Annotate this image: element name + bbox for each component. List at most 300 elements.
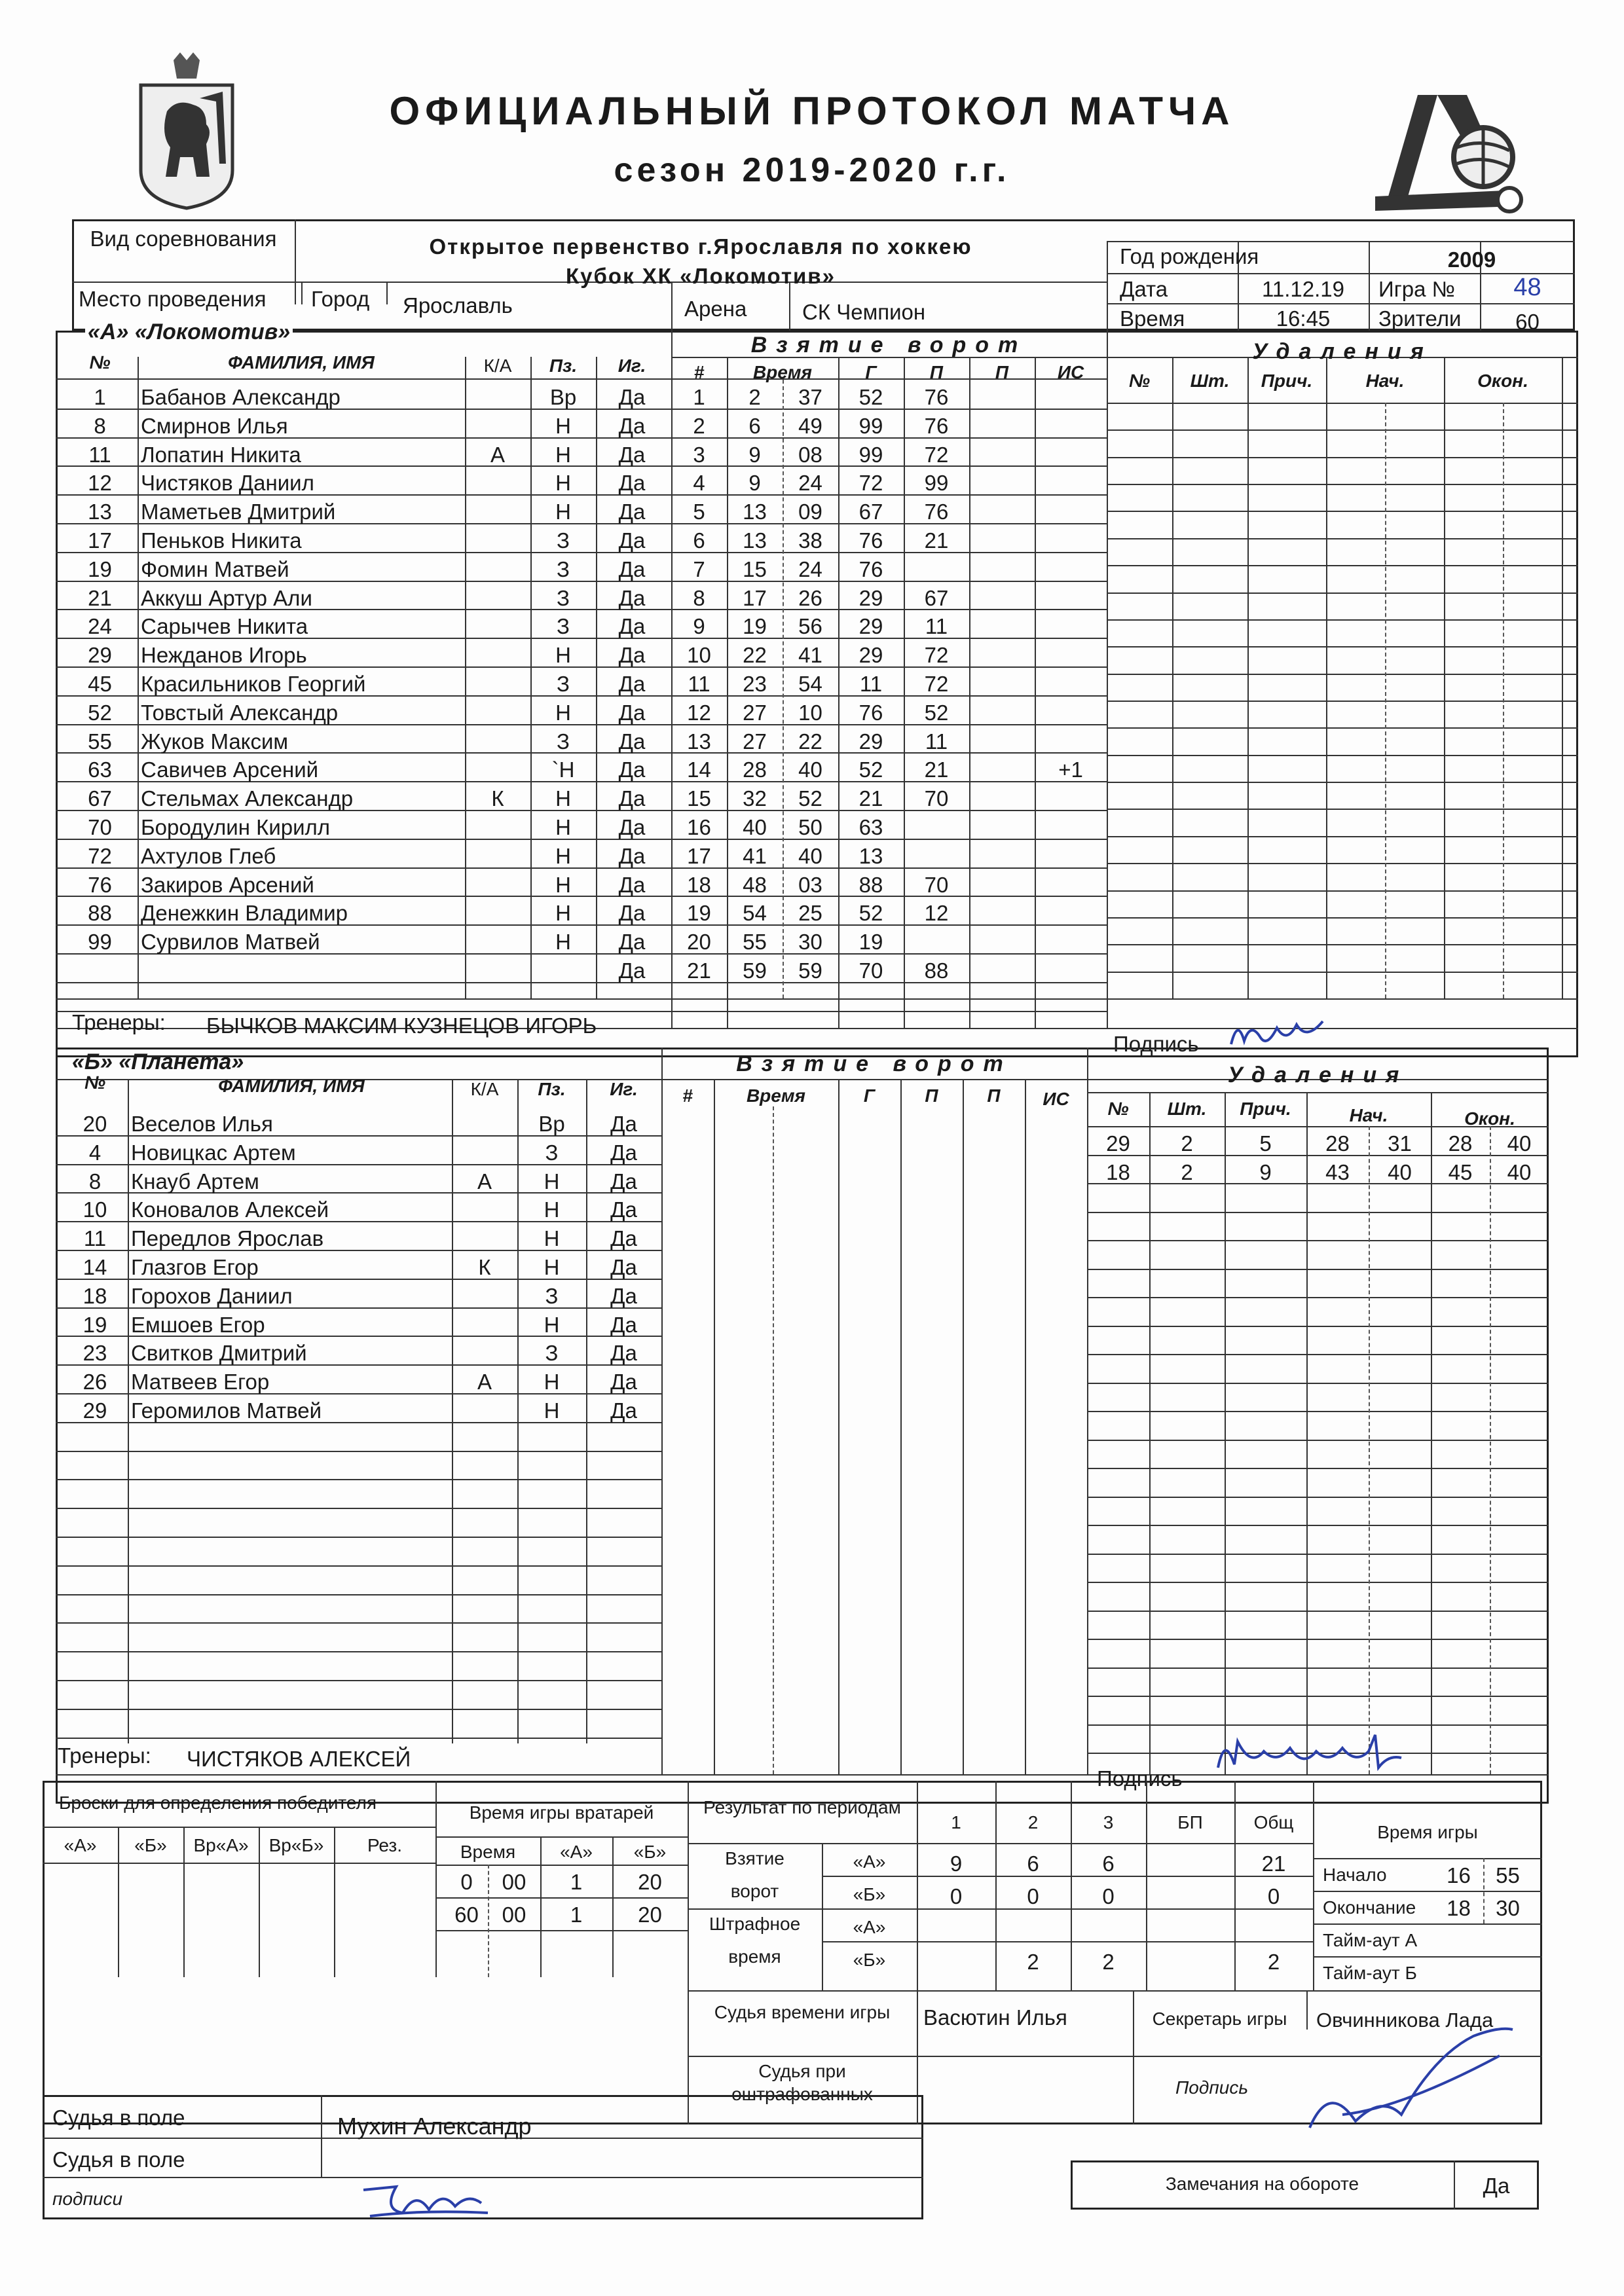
penalty-b-end-sec: 40 (1507, 1159, 1532, 1184)
spectators-value: 60 (1515, 310, 1540, 334)
player-b-position: Н (544, 1226, 560, 1251)
player-b-position: Н (544, 1169, 560, 1194)
competition-cup: Кубок ХК «Локомотив» (566, 264, 836, 288)
goal-a-assist1: 99 (924, 471, 949, 496)
player-b-position: Н (544, 1312, 560, 1337)
col-plays-b: Иг. (610, 1079, 638, 1099)
shootout-col-2: Вр«А» (193, 1835, 249, 1855)
period-pim-b-4: 2 (1267, 1950, 1280, 1974)
goal-a-assist1: 72 (924, 672, 949, 696)
col-goal-p2-b: П (987, 1085, 1001, 1106)
player-b-number: 10 (83, 1197, 107, 1222)
goal-a-second: 10 (798, 700, 822, 725)
goal-a-assist1: 11 (925, 729, 948, 754)
col-pen-no-b: № (1107, 1099, 1129, 1119)
player-a-played: Да (618, 901, 646, 926)
goal-a-minute: 17 (743, 585, 767, 610)
goal-a-minute: 6 (748, 413, 761, 438)
goal-a-minute: 9 (748, 442, 761, 467)
player-a-played: Да (618, 700, 646, 725)
place-label: Место проведения (79, 287, 267, 311)
player-a-name: Пеньков Никита (141, 528, 302, 553)
player-b-position: Н (544, 1197, 560, 1222)
penalty-b-minutes: 2 (1181, 1159, 1193, 1184)
player-b-played: Да (610, 1283, 637, 1308)
goal-a-number: 21 (687, 958, 711, 983)
player-a-number: 19 (88, 556, 112, 581)
goal-a-assist1: 76 (924, 500, 949, 524)
player-a-played: Да (618, 614, 646, 639)
col-pen-no-a: № (1128, 371, 1151, 391)
col-goal-p1-a: П (929, 362, 944, 382)
player-a-number: 72 (88, 843, 112, 868)
player-a-name: Савичев Арсений (141, 757, 319, 782)
goals-team-b-label: «Б» (853, 1884, 886, 1904)
start-label: Начало (1323, 1865, 1387, 1885)
player-b-number: 26 (83, 1370, 107, 1394)
pim-team-a-label: «А» (853, 1917, 886, 1937)
team-a-title: «А» «Локомотив» (85, 321, 293, 343)
goals-title-a: Взятие ворот (750, 333, 1027, 357)
player-a-number: 52 (88, 700, 112, 725)
period-goals-a-1: 6 (1027, 1851, 1039, 1876)
player-a-number: 17 (88, 528, 112, 553)
goal-a-second: 09 (798, 500, 822, 524)
player-a-name: Смирнов Илья (141, 413, 288, 438)
shootout-col-4: Рез. (367, 1835, 403, 1855)
goal-a-number: 16 (687, 815, 711, 839)
goal-a-minute: 13 (743, 528, 767, 553)
player-a-played: Да (618, 757, 646, 782)
team-a-coaches: БЫЧКОВ МАКСИМ КУЗНЕЦОВ ИГОРЬ (206, 1013, 597, 1038)
goalie-col-time: Время (460, 1842, 516, 1862)
timeout-a-label: Тайм-аут А (1323, 1930, 1418, 1950)
goal-a-scorer: 63 (858, 815, 883, 839)
goal-a-number: 9 (693, 614, 705, 639)
shootout-col-0: «А» (64, 1835, 97, 1855)
goal-a-number: 11 (688, 672, 710, 696)
goal-a-assist1: 21 (924, 528, 949, 553)
player-a-name: Аккуш Артур Али (141, 585, 312, 610)
birth-year-value: 2009 (1447, 247, 1496, 272)
player-a-number: 13 (88, 500, 112, 524)
period-goals-a-0: 9 (950, 1851, 963, 1876)
goal-a-minute: 55 (743, 930, 767, 955)
player-a-number: 45 (88, 672, 112, 696)
secretary-signature (1303, 2016, 1519, 2134)
player-b-name: Глазгов Егор (131, 1255, 259, 1279)
goal-a-scorer: 13 (858, 843, 883, 868)
goal-a-scorer: 29 (858, 585, 883, 610)
player-a-position: З (557, 672, 570, 696)
goal-a-scorer: 29 (858, 643, 883, 668)
player-a-played: Да (618, 413, 646, 438)
col-pen-start-a: Нач. (1365, 371, 1405, 391)
period-pim-b-2: 2 (1102, 1950, 1115, 1974)
birth-year-label: Год рождения (1120, 244, 1259, 268)
player-b-played: Да (610, 1226, 637, 1251)
goal-a-minute: 54 (743, 901, 767, 926)
player-a-played: Да (618, 556, 646, 581)
city-label: Город (311, 287, 370, 311)
shootout-title: Броски для определения победителя (59, 1793, 377, 1813)
penalty-b-start-sec: 31 (1388, 1131, 1412, 1156)
penalty-b-start-min: 28 (1325, 1131, 1350, 1156)
goal-a-scorer: 52 (858, 385, 883, 409)
player-a-name: Чистяков Даниил (141, 471, 314, 496)
goal-a-second: 41 (798, 643, 822, 668)
goal-a-second: 24 (798, 556, 822, 581)
period-pim-b-1: 2 (1027, 1950, 1039, 1974)
goal-a-assist1: 21 (924, 757, 949, 782)
goal-a-minute: 40 (743, 815, 767, 839)
goal-a-minute: 9 (748, 471, 761, 496)
goal-a-number: 4 (693, 471, 705, 496)
col-pen-reason-b: Прич. (1240, 1099, 1291, 1119)
player-b-played: Да (610, 1370, 637, 1394)
goal-a-assist1: 11 (925, 614, 948, 639)
goal-a-assist1: 76 (924, 413, 949, 438)
period-goals-b-2: 0 (1102, 1884, 1115, 1908)
goal-a-minute: 32 (743, 786, 767, 811)
player-b-captain-mark: К (478, 1255, 491, 1279)
player-b-name: Коновалов Алексей (131, 1197, 329, 1222)
team-b-coaches-label: Тренеры: (58, 1743, 151, 1768)
goal-a-second: 56 (798, 614, 822, 639)
goal-a-scorer: 76 (858, 528, 883, 553)
goalie-row1-b: 20 (638, 1870, 662, 1894)
player-a-number: 21 (88, 585, 112, 610)
player-a-position: З (557, 729, 570, 754)
arena-label: Арена (684, 297, 747, 321)
player-b-position: З (545, 1341, 559, 1366)
player-a-name: Лопатин Никита (141, 442, 301, 467)
player-b-number: 23 (83, 1341, 107, 1366)
start-minute: 55 (1496, 1863, 1520, 1887)
goalie-row2-min: 60 (454, 1903, 479, 1927)
penalty-b-start-min: 43 (1325, 1159, 1350, 1184)
player-a-captain-mark: К (491, 786, 504, 811)
goalie-row1-sec: 00 (502, 1870, 526, 1894)
team-b-signature (1211, 1728, 1421, 1781)
col-pen-end-b: Окон. (1464, 1108, 1515, 1129)
goal-a-scorer: 99 (858, 413, 883, 438)
timeout-b-label: Тайм-аут Б (1323, 1963, 1417, 1983)
goal-a-scorer: 76 (858, 700, 883, 725)
goal-a-scorer: 99 (858, 442, 883, 467)
player-b-played: Да (610, 1398, 637, 1423)
signatures-label: подписи (52, 2189, 123, 2209)
player-b-name: Кнауб Артем (131, 1169, 259, 1194)
col-goal-g-b: Г (863, 1085, 876, 1106)
player-a-played: Да (618, 786, 646, 811)
player-a-number: 11 (88, 442, 111, 467)
player-a-name: Стельмах Александр (141, 786, 354, 811)
end-minute: 30 (1496, 1896, 1520, 1920)
player-a-played: Да (618, 672, 646, 696)
goal-a-assist1: 72 (924, 643, 949, 668)
player-b-number: 4 (88, 1140, 101, 1165)
player-b-played: Да (610, 1169, 637, 1194)
goal-a-scorer: 72 (858, 471, 883, 496)
col-pos-b: Пз. (538, 1079, 566, 1099)
goal-a-number: 6 (693, 528, 705, 553)
penalty-b-start-sec: 40 (1388, 1159, 1412, 1184)
player-b-name: Геромилов Матвей (131, 1398, 322, 1423)
end-hour: 18 (1447, 1896, 1471, 1920)
goal-a-scorer: 52 (858, 757, 883, 782)
player-b-played: Да (610, 1255, 637, 1279)
goal-a-scorer: 29 (858, 729, 883, 754)
referee2-label: Судья в поле (52, 2147, 185, 2172)
col-plays-a: Иг. (618, 355, 646, 376)
player-b-played: Да (610, 1197, 637, 1222)
referee1-name: Мухин Александр (337, 2113, 532, 2140)
player-a-name: Ахтулов Глеб (141, 843, 276, 868)
goal-a-second: 24 (798, 471, 822, 496)
col-goal-time-a: Время (752, 362, 813, 382)
col-pen-start-b: Нач. (1349, 1105, 1388, 1125)
player-a-position: Н (555, 872, 571, 897)
goal-a-minute: 22 (743, 643, 767, 668)
col-pen-sht-b: Шт. (1167, 1099, 1207, 1119)
lokomotiv-logo (1369, 92, 1526, 216)
player-a-played: Да (618, 528, 646, 553)
goalie-row2-sec: 00 (502, 1903, 526, 1927)
goals-team-a-label: «А» (853, 1851, 886, 1872)
secretary-name: Овчинникова Лада (1316, 2009, 1494, 2032)
goal-a-second: 03 (798, 872, 822, 897)
timekeeper-name: Васютин Илья (923, 2005, 1067, 2030)
game-number-label: Игра № (1378, 277, 1456, 301)
player-b-number: 11 (83, 1226, 107, 1251)
player-b-name: Емшоев Егор (131, 1312, 265, 1337)
penalty-b-player: 29 (1106, 1131, 1130, 1156)
goalie-row1-min: 0 (460, 1870, 473, 1894)
player-a-number: 1 (94, 385, 106, 409)
penalty-b-player: 18 (1106, 1159, 1130, 1184)
goal-a-second: 38 (798, 528, 822, 553)
col-ka-b: К/А (470, 1079, 499, 1099)
secretary-signature-label: Подпись (1175, 2077, 1249, 2098)
pim-row-label-2: время (728, 1946, 781, 1967)
goal-a-scorer: 76 (858, 556, 883, 581)
goal-a-number: 7 (693, 556, 705, 581)
pim-team-b-label: «Б» (853, 1950, 886, 1970)
goal-a-number: 8 (693, 585, 705, 610)
player-a-name: Бородулин Кирилл (141, 815, 331, 839)
shootout-col-1: «Б» (134, 1835, 167, 1855)
game-number-value: 48 (1513, 274, 1541, 301)
player-a-name: Сарычев Никита (141, 614, 308, 639)
player-b-number: 20 (83, 1112, 107, 1136)
goal-a-second: 37 (798, 385, 822, 409)
end-label: Окончание (1323, 1897, 1416, 1918)
col-pen-end-a: Окон. (1477, 371, 1528, 391)
player-a-name: Бабанов Александр (141, 385, 341, 409)
start-hour: 16 (1447, 1863, 1471, 1887)
goal-a-number: 13 (687, 729, 711, 754)
penalty-judge-label-1: Судья при (758, 2061, 846, 2081)
player-a-name: Товстый Александр (141, 700, 339, 725)
referee1-label: Судья в поле (52, 2105, 185, 2130)
goal-a-number: 19 (687, 901, 711, 926)
goal-a-number: 2 (693, 413, 705, 438)
period-ot-header: БП (1177, 1812, 1203, 1832)
goal-a-second: 25 (798, 901, 822, 926)
player-b-number: 8 (88, 1169, 101, 1194)
player-a-position: З (557, 585, 570, 610)
player-a-name: Закиров Арсений (141, 872, 314, 897)
player-a-name: Жуков Максим (141, 729, 289, 754)
penalty-judge-label-2: оштрафованных (731, 2084, 873, 2104)
col-pen-sht-a: Шт. (1190, 371, 1230, 391)
col-goal-p1-b: П (925, 1085, 938, 1106)
goal-a-second: 50 (798, 815, 822, 839)
period-goals-a-4: 21 (1261, 1851, 1286, 1876)
player-b-played: Да (610, 1112, 637, 1136)
goal-a-second: 49 (798, 413, 822, 438)
remarks-value: Да (1483, 2174, 1510, 2198)
player-a-name: Нежданов Игорь (141, 643, 307, 668)
player-b-captain-mark: А (477, 1370, 492, 1394)
player-a-played: Да (618, 643, 646, 668)
penalty-b-end-sec: 40 (1507, 1131, 1532, 1156)
player-a-number: 12 (88, 471, 112, 496)
player-a-played: Да (618, 442, 646, 467)
goal-a-number: 3 (693, 442, 705, 467)
goalie-row2-a: 1 (570, 1903, 583, 1927)
goal-a-number: 14 (687, 757, 711, 782)
player-a-number: 67 (88, 786, 112, 811)
goal-a-minute: 19 (743, 614, 767, 639)
goal-a-minute: 59 (743, 958, 767, 983)
player-a-number: 76 (88, 872, 112, 897)
player-a-position: Н (555, 843, 571, 868)
player-a-played: Да (618, 958, 646, 983)
goals-title-b: Взятие ворот (736, 1051, 1012, 1076)
penalty-b-end-min: 45 (1448, 1159, 1473, 1184)
player-b-number: 18 (83, 1283, 107, 1308)
goal-a-minute: 13 (743, 500, 767, 524)
team-b-title: «Б» «Планета» (72, 1049, 244, 1074)
pim-row-label-1: Штрафное (709, 1914, 801, 1934)
goalie-row2-b: 20 (638, 1903, 662, 1927)
penalties-title-a: Удаления (1252, 339, 1433, 364)
date-label: Дата (1120, 277, 1168, 301)
player-a-number: 88 (88, 901, 112, 926)
goal-a-second: 40 (798, 843, 822, 868)
player-b-position: З (545, 1140, 559, 1165)
player-a-position: Н (555, 643, 571, 668)
team-b-signature-label: Подпись (1097, 1766, 1183, 1791)
city-value: Ярославль (403, 293, 513, 318)
player-a-played: Да (618, 872, 646, 897)
goal-a-number: 1 (693, 385, 705, 409)
player-b-played: Да (610, 1341, 637, 1366)
period-goals-b-4: 0 (1267, 1884, 1280, 1908)
goal-a-second: 30 (798, 930, 822, 955)
penalty-b-reason: 5 (1259, 1131, 1272, 1156)
player-a-position: Н (555, 700, 571, 725)
goals-row-label-2: ворот (730, 1881, 779, 1901)
player-b-number: 19 (83, 1312, 107, 1337)
player-a-played: Да (618, 930, 646, 955)
player-a-position: З (557, 614, 570, 639)
arena-value: СК Чемпион (802, 300, 926, 324)
goal-a-minute: 28 (743, 757, 767, 782)
goal-a-minute: 27 (743, 700, 767, 725)
goal-a-assist1: 67 (924, 585, 949, 610)
remarks-label: Замечания на обороте (1165, 2174, 1359, 2194)
player-b-name: Новицкас Артем (131, 1140, 296, 1165)
player-a-position: Н (555, 930, 571, 955)
goal-a-second: 40 (798, 757, 822, 782)
player-b-name: Горохов Даниил (131, 1283, 293, 1308)
col-number-a: № (89, 352, 111, 373)
coat-of-arms-logo (115, 52, 259, 210)
timekeeper-label: Судья времени игры (714, 2002, 891, 2022)
goal-a-scorer: 21 (858, 786, 883, 811)
goal-a-second: 54 (798, 672, 822, 696)
player-a-position: `Н (551, 757, 575, 782)
goalie-col-b: «Б» (633, 1842, 667, 1862)
goal-a-minute: 41 (743, 843, 767, 868)
player-a-position: Н (555, 815, 571, 839)
player-a-number: 63 (88, 757, 112, 782)
player-b-name: Свитков Дмитрий (131, 1341, 307, 1366)
goal-a-number: 18 (687, 872, 711, 897)
player-a-position: Н (555, 901, 571, 926)
goal-a-second: 08 (798, 442, 822, 467)
player-a-name: Маметьев Дмитрий (141, 500, 336, 524)
period-goals-b-0: 0 (950, 1884, 963, 1908)
team-a-signature-label: Подпись (1113, 1032, 1199, 1056)
player-b-position: Н (544, 1398, 560, 1423)
time-value: 16:45 (1276, 306, 1331, 331)
player-a-number: 70 (88, 815, 112, 839)
player-a-position: З (557, 556, 570, 581)
goal-a-number: 12 (687, 700, 711, 725)
secretary-label: Секретарь игры (1152, 2009, 1287, 2029)
game-time-title: Время игры (1377, 1822, 1478, 1842)
goalie-row1-a: 1 (570, 1870, 583, 1894)
spectators-label: Зрители (1378, 306, 1462, 331)
goal-a-minute: 23 (743, 672, 767, 696)
player-a-position: Н (555, 500, 571, 524)
goal-a-second: 22 (798, 729, 822, 754)
goal-a-scorer: 70 (858, 958, 883, 983)
goal-a-assist1: 76 (924, 385, 949, 409)
player-b-name: Матвеев Егор (131, 1370, 270, 1394)
goals-row-label-1: Взятие (725, 1848, 784, 1868)
player-a-number: 55 (88, 729, 112, 754)
goal-a-assist1: 70 (924, 872, 949, 897)
player-b-name: Веселов Илья (131, 1112, 273, 1136)
goal-a-situation: +1 (1058, 757, 1083, 782)
team-a-coaches-label: Тренеры: (72, 1010, 166, 1034)
goal-a-second: 59 (798, 958, 822, 983)
player-b-name: Передлов Ярослав (131, 1226, 324, 1251)
player-b-played: Да (610, 1140, 637, 1165)
player-b-captain-mark: А (477, 1169, 492, 1194)
player-a-position: Вр (549, 385, 577, 409)
player-a-played: Да (618, 500, 646, 524)
player-a-name: Фомин Матвей (141, 556, 289, 581)
goal-a-minute: 2 (748, 385, 761, 409)
player-a-number: 24 (88, 614, 112, 639)
player-a-position: Н (555, 471, 571, 496)
